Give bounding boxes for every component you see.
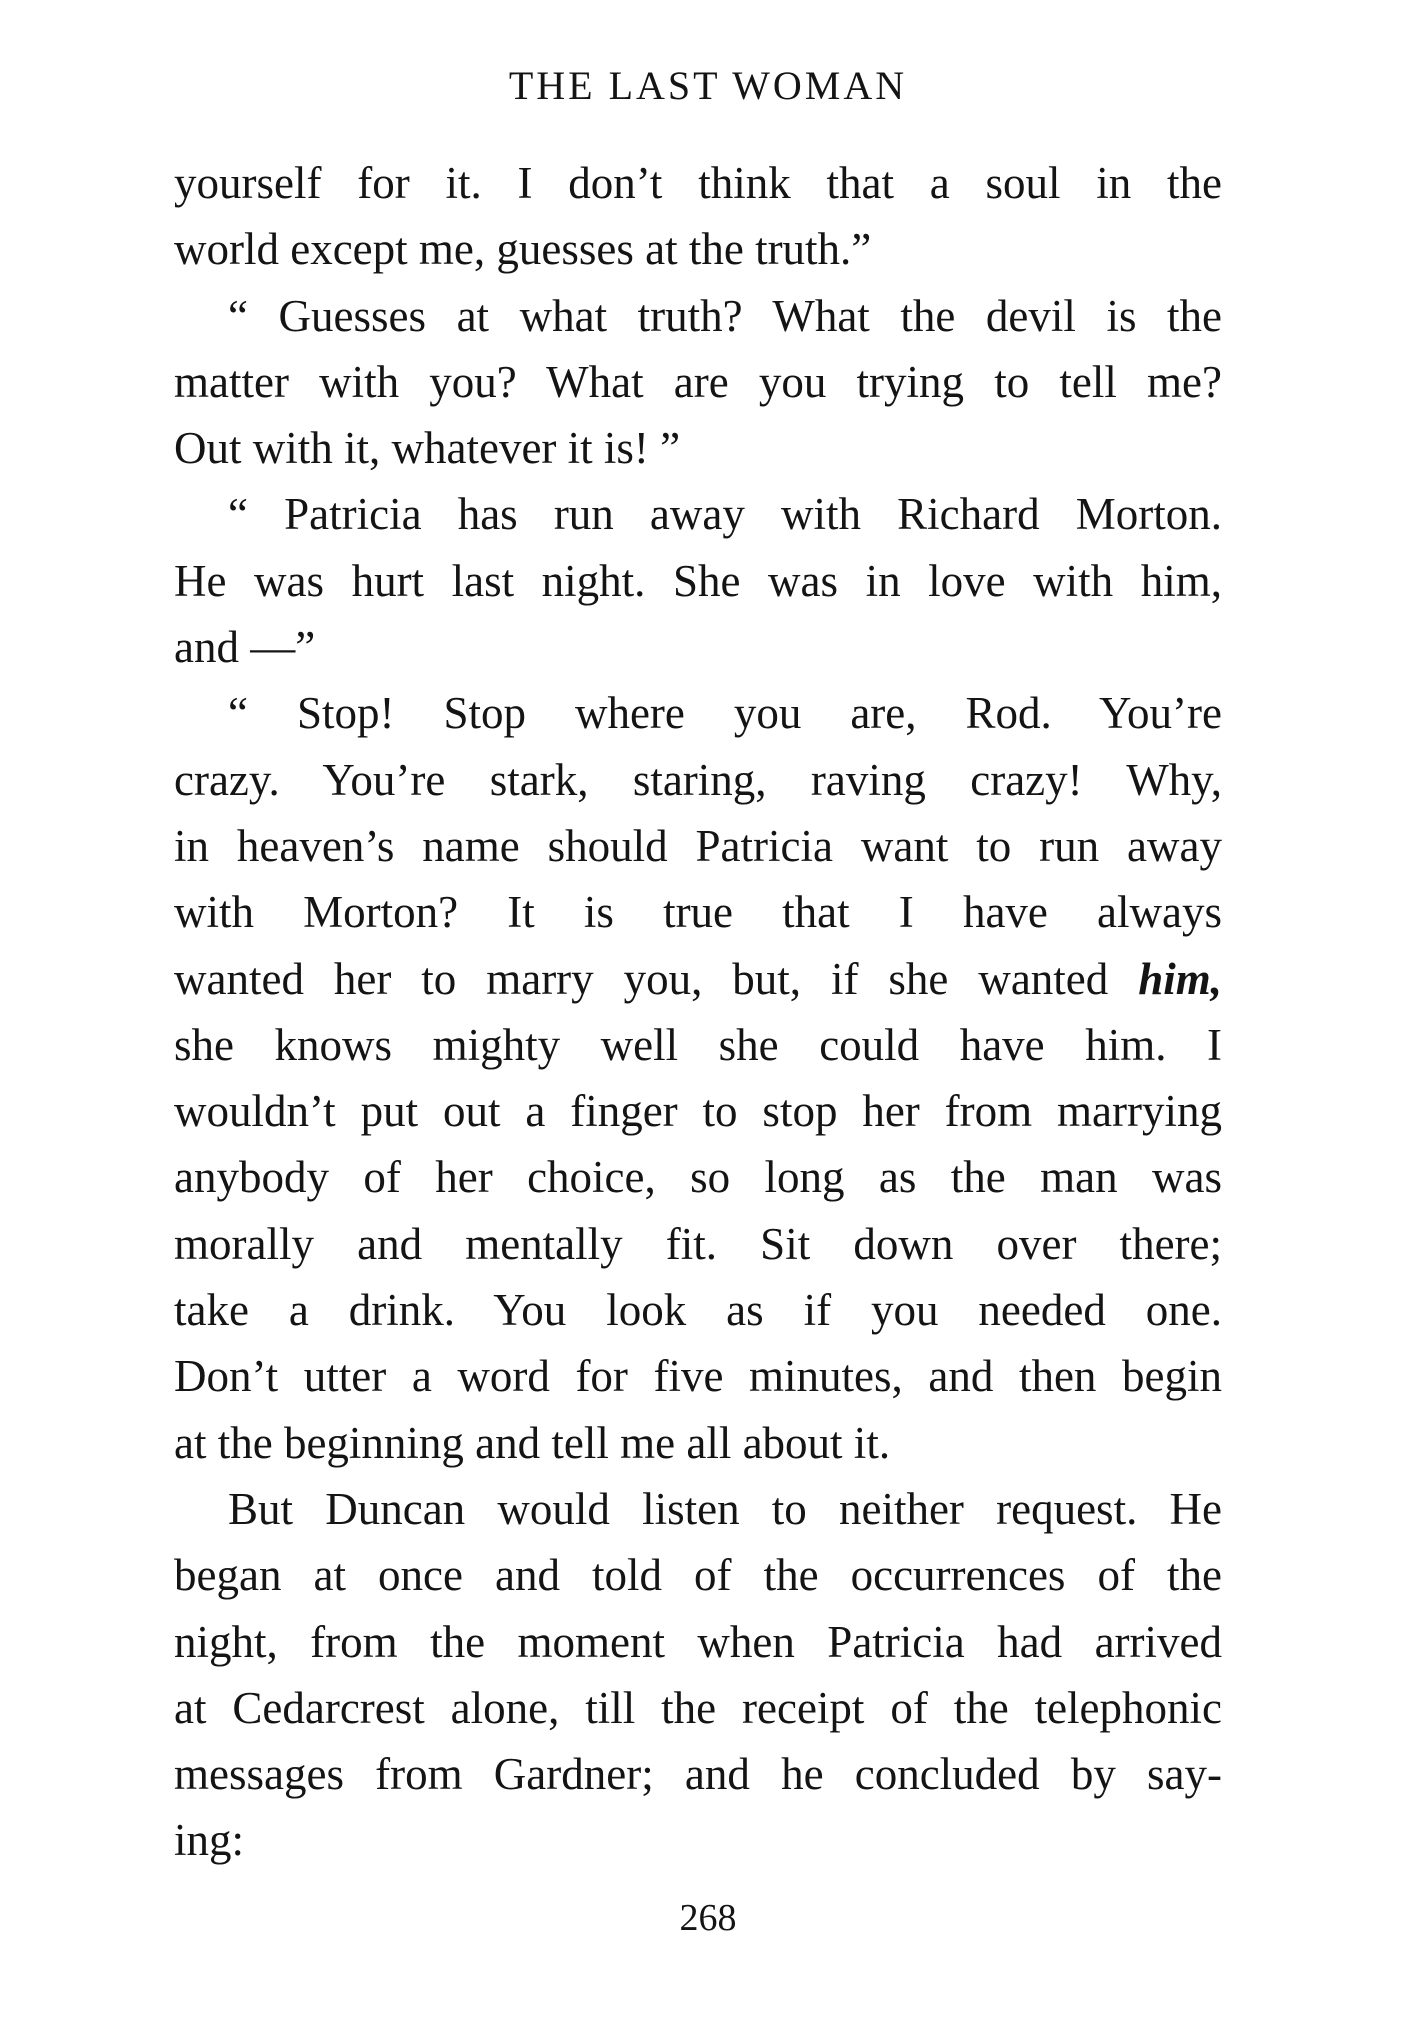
text-line: began at once and told of the occurrences of the	[174, 1550, 1222, 1601]
text-line-with-emphasis	[174, 946, 1222, 1012]
paragraph	[174, 150, 1222, 283]
paragraph	[174, 283, 1222, 482]
emphasized-word: him,	[1138, 953, 1222, 1004]
paragraph	[174, 1476, 1222, 1874]
text-line: yourself for it. I don’t think that a soul in the	[174, 158, 1222, 208]
running-head: THE LAST WOMAN	[508, 63, 908, 108]
text-line: But Duncan would listen to neither request. He	[228, 1483, 1222, 1534]
text-line: wouldn’t put out a finger to stop her from marrying	[174, 1086, 1222, 1137]
text-line: “ Patricia has run away with Richard Morton.	[228, 489, 1222, 540]
text-line: night, from the moment when Patricia had arrived	[174, 1616, 1222, 1667]
page-number: 268	[679, 1897, 737, 1939]
text-line: in heaven’s name should Patricia want to run away	[174, 820, 1222, 871]
text-line: Don’t utter a word for five minutes, and then begin	[174, 1351, 1222, 1402]
text-line: at Cedarcrest alone, till the receipt of the telephonic	[174, 1682, 1222, 1733]
text-line: take a drink. You look as if you needed one.	[174, 1285, 1222, 1336]
paragraph	[174, 680, 1222, 1476]
text-line: crazy. You’re stark, staring, raving crazy! Why,	[174, 754, 1222, 805]
text-run: wanted her to marry you, but, if she wanted	[174, 953, 1109, 1004]
text-line: with Morton? It is true that I have always	[174, 887, 1222, 938]
text-line: she knows mighty well she could have him. I	[174, 1019, 1222, 1070]
text-line: and —”	[174, 622, 316, 673]
text-line: “ Guesses at what truth? What the devil is the	[228, 290, 1222, 341]
text-line: anybody of her choice, so long as the man was	[174, 1152, 1222, 1203]
text-line: He was hurt last night. She was in love with him,	[174, 555, 1222, 606]
text-line: Out with it, whatever it is! ”	[174, 423, 681, 474]
paragraph	[174, 481, 1222, 680]
text-line: matter with you? What are you trying to tell me?	[174, 356, 1222, 407]
text-line: morally and mentally fit. Sit down over there;	[174, 1218, 1222, 1269]
text-line: at the beginning and tell me all about it.	[174, 1417, 891, 1468]
text-line: “ Stop! Stop where you are, Rod. You’re	[228, 688, 1222, 739]
text-line: world except me, guesses at the truth.”	[174, 224, 872, 275]
body-text	[174, 150, 1222, 1874]
text-line: ing:	[174, 1815, 245, 1866]
text-line: messages from Gardner; and he concluded by say-	[174, 1749, 1222, 1800]
